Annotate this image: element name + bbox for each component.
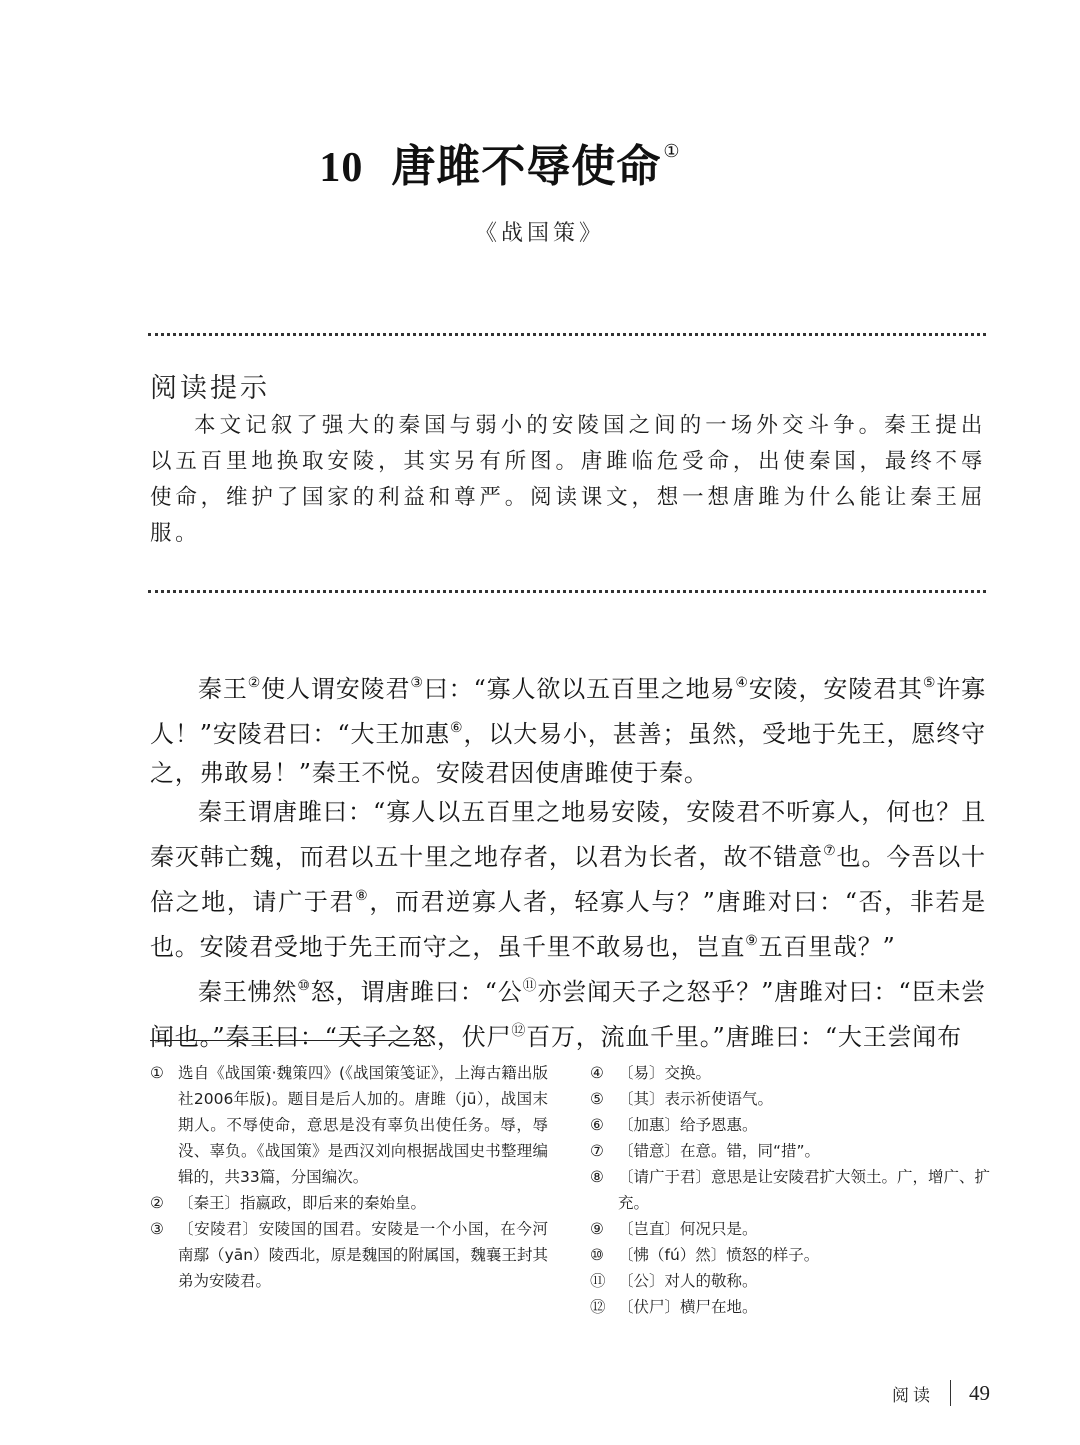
footnote-item (590, 1060, 990, 1086)
reading-tips-heading: 阅读提示 (150, 373, 270, 404)
footnote-number: ⑫ (590, 1298, 606, 1316)
footnote-item (590, 1294, 990, 1320)
footnote-item (150, 1190, 548, 1216)
footnote-text: 〔岂直〕何况只是。 (618, 1220, 758, 1238)
footnote-ref[interactable]: ⑤ (922, 675, 937, 691)
lesson-number: 10 (319, 145, 364, 191)
footnote-number: ⑩ (590, 1246, 604, 1264)
main-paragraph-2: 秦王谓唐雎曰：“寡人以五百里之地易安陵，安陵君不听寡人，何也？且秦灭韩亡魏，而君以五十里之地存者，以君为长者，故不错意⑦也。今吾以十倍之地，请广于君⑧，而君逆寡人者，轻寡人与？”唐雎对曰：“否，非若是也。安陵君受地于先王而守之，虽千里不敢易也，岂直⑨五百里哉？” (150, 798, 987, 961)
footnote-item (590, 1242, 990, 1268)
page-footer (892, 1380, 990, 1406)
footnote-ref[interactable]: ⑨ (745, 933, 759, 949)
footnote-item (150, 1060, 548, 1190)
footnote-text: 〔伏尸〕横尸在地。 (618, 1298, 758, 1316)
footnotes-right-column (590, 1060, 990, 1320)
footnote-number: ⑥ (590, 1116, 604, 1134)
footnote-number: ⑦ (590, 1142, 604, 1160)
footnote-number: ⑪ (590, 1272, 606, 1290)
lesson-title (0, 130, 1080, 194)
footnote-ref[interactable]: ② (247, 675, 262, 691)
footnote-text: 〔其〕表示祈使语气。 (618, 1090, 774, 1108)
dotted-divider-top (148, 333, 986, 336)
footnote-number: ⑤ (590, 1090, 604, 1108)
footnote-number: ① (150, 1064, 164, 1082)
footnote-ref[interactable]: ⑩ (297, 978, 311, 994)
footnote-number: ④ (590, 1064, 604, 1082)
footnote-text: 〔公〕对人的敬称。 (618, 1272, 758, 1290)
footnote-number: ⑧ (590, 1168, 604, 1186)
footnote-ref[interactable]: ⑫ (511, 1023, 527, 1039)
page-number: 49 (969, 1380, 990, 1405)
footnote-ref[interactable]: ⑦ (823, 843, 837, 859)
lesson-title-text: 唐雎不辱使命 ① (391, 141, 681, 192)
footnote-text: 〔请广于君〕意思是让安陵君扩大领土。广，增广、扩充。 (618, 1168, 991, 1212)
main-paragraph-3: 秦王怫然⑩怒，谓唐雎曰：“公⑪亦尝闻天子之怒乎？”唐雎对曰：“臣未尝闻也。”秦王曰：“天子之怒，伏尸⑫百万，流血千里。”唐雎曰：“大王尝闻布 (150, 978, 986, 1051)
footnote-text: 〔秦王〕指嬴政，即后来的秦始皇。 (178, 1194, 427, 1212)
footnote-item (590, 1216, 990, 1242)
footnote-number: ② (150, 1194, 164, 1212)
footnote-number: ③ (150, 1220, 164, 1238)
main-text (150, 664, 986, 1057)
main-paragraph-1: 秦王②使人谓安陵君③曰：“寡人欲以五百里之地易④安陵，安陵君其⑤许寡人！”安陵君曰：“大王加惠⑥，以大易小，甚善；虽然，受地于先王，愿终守之，弗敢易！”秦王不悦。安陵君因使唐雎使于秦。 (150, 675, 986, 787)
footnote-number: ⑨ (590, 1220, 604, 1238)
footnote-item (590, 1164, 990, 1216)
title-footnote-mark: ① (663, 141, 681, 162)
footer-divider (950, 1380, 951, 1406)
footnote-text: 〔错意〕在意。错，同“措”。 (618, 1142, 821, 1160)
footer-section-label: 阅读 (892, 1385, 934, 1406)
footnote-text: 〔安陵君〕安陵国的国君。安陵是一个小国，在今河南鄢（yān）陵西北，原是魏国的附属国，魏襄王封其弟为安陵君。 (178, 1220, 548, 1290)
footnote-text: 〔加惠〕给予恩惠。 (618, 1116, 758, 1134)
dotted-divider-bottom (148, 590, 986, 593)
lesson-source: 《战国策》 (474, 221, 605, 246)
footnote-item (150, 1216, 548, 1294)
footnote-ref[interactable]: ⑥ (450, 720, 464, 736)
footnote-text: 〔易〕交换。 (618, 1064, 712, 1082)
reading-tips-body: 本文记叙了强大的秦国与弱小的安陵国之间的一场外交斗争。秦王提出以五百里地换取安陵，其实另有所图。唐雎临危受命，出使秦国，最终不辱使命，维护了国家的利益和尊严。阅读课文，想一想唐雎为什么能让秦王屈服。 (150, 413, 986, 546)
footnote-item (590, 1138, 990, 1164)
footnote-text: 选自《战国策·魏策四》(《战国策笺证》，上海古籍出版社2006年版)。题目是后人加的。唐雎（jū），战国末期人。不辱使命，意思是没有辜负出使任务。辱，辱没、辜负。《战国策》是西汉刘向根据战国史书整理编辑的，共33篇，分国编次。 (178, 1064, 548, 1186)
footnote-ref[interactable]: ④ (735, 675, 749, 691)
footnote-ref[interactable]: ③ (410, 675, 424, 691)
footnote-text: 〔怫（fú）然〕愤怒的样子。 (618, 1246, 820, 1264)
footnote-item (590, 1086, 990, 1112)
footnote-ref[interactable]: ⑪ (522, 978, 538, 994)
footnote-rule (150, 1040, 426, 1041)
footnote-ref[interactable]: ⑧ (355, 888, 370, 904)
footnote-item (590, 1112, 990, 1138)
footnotes-left-column (150, 1060, 548, 1294)
footnote-item (590, 1268, 990, 1294)
